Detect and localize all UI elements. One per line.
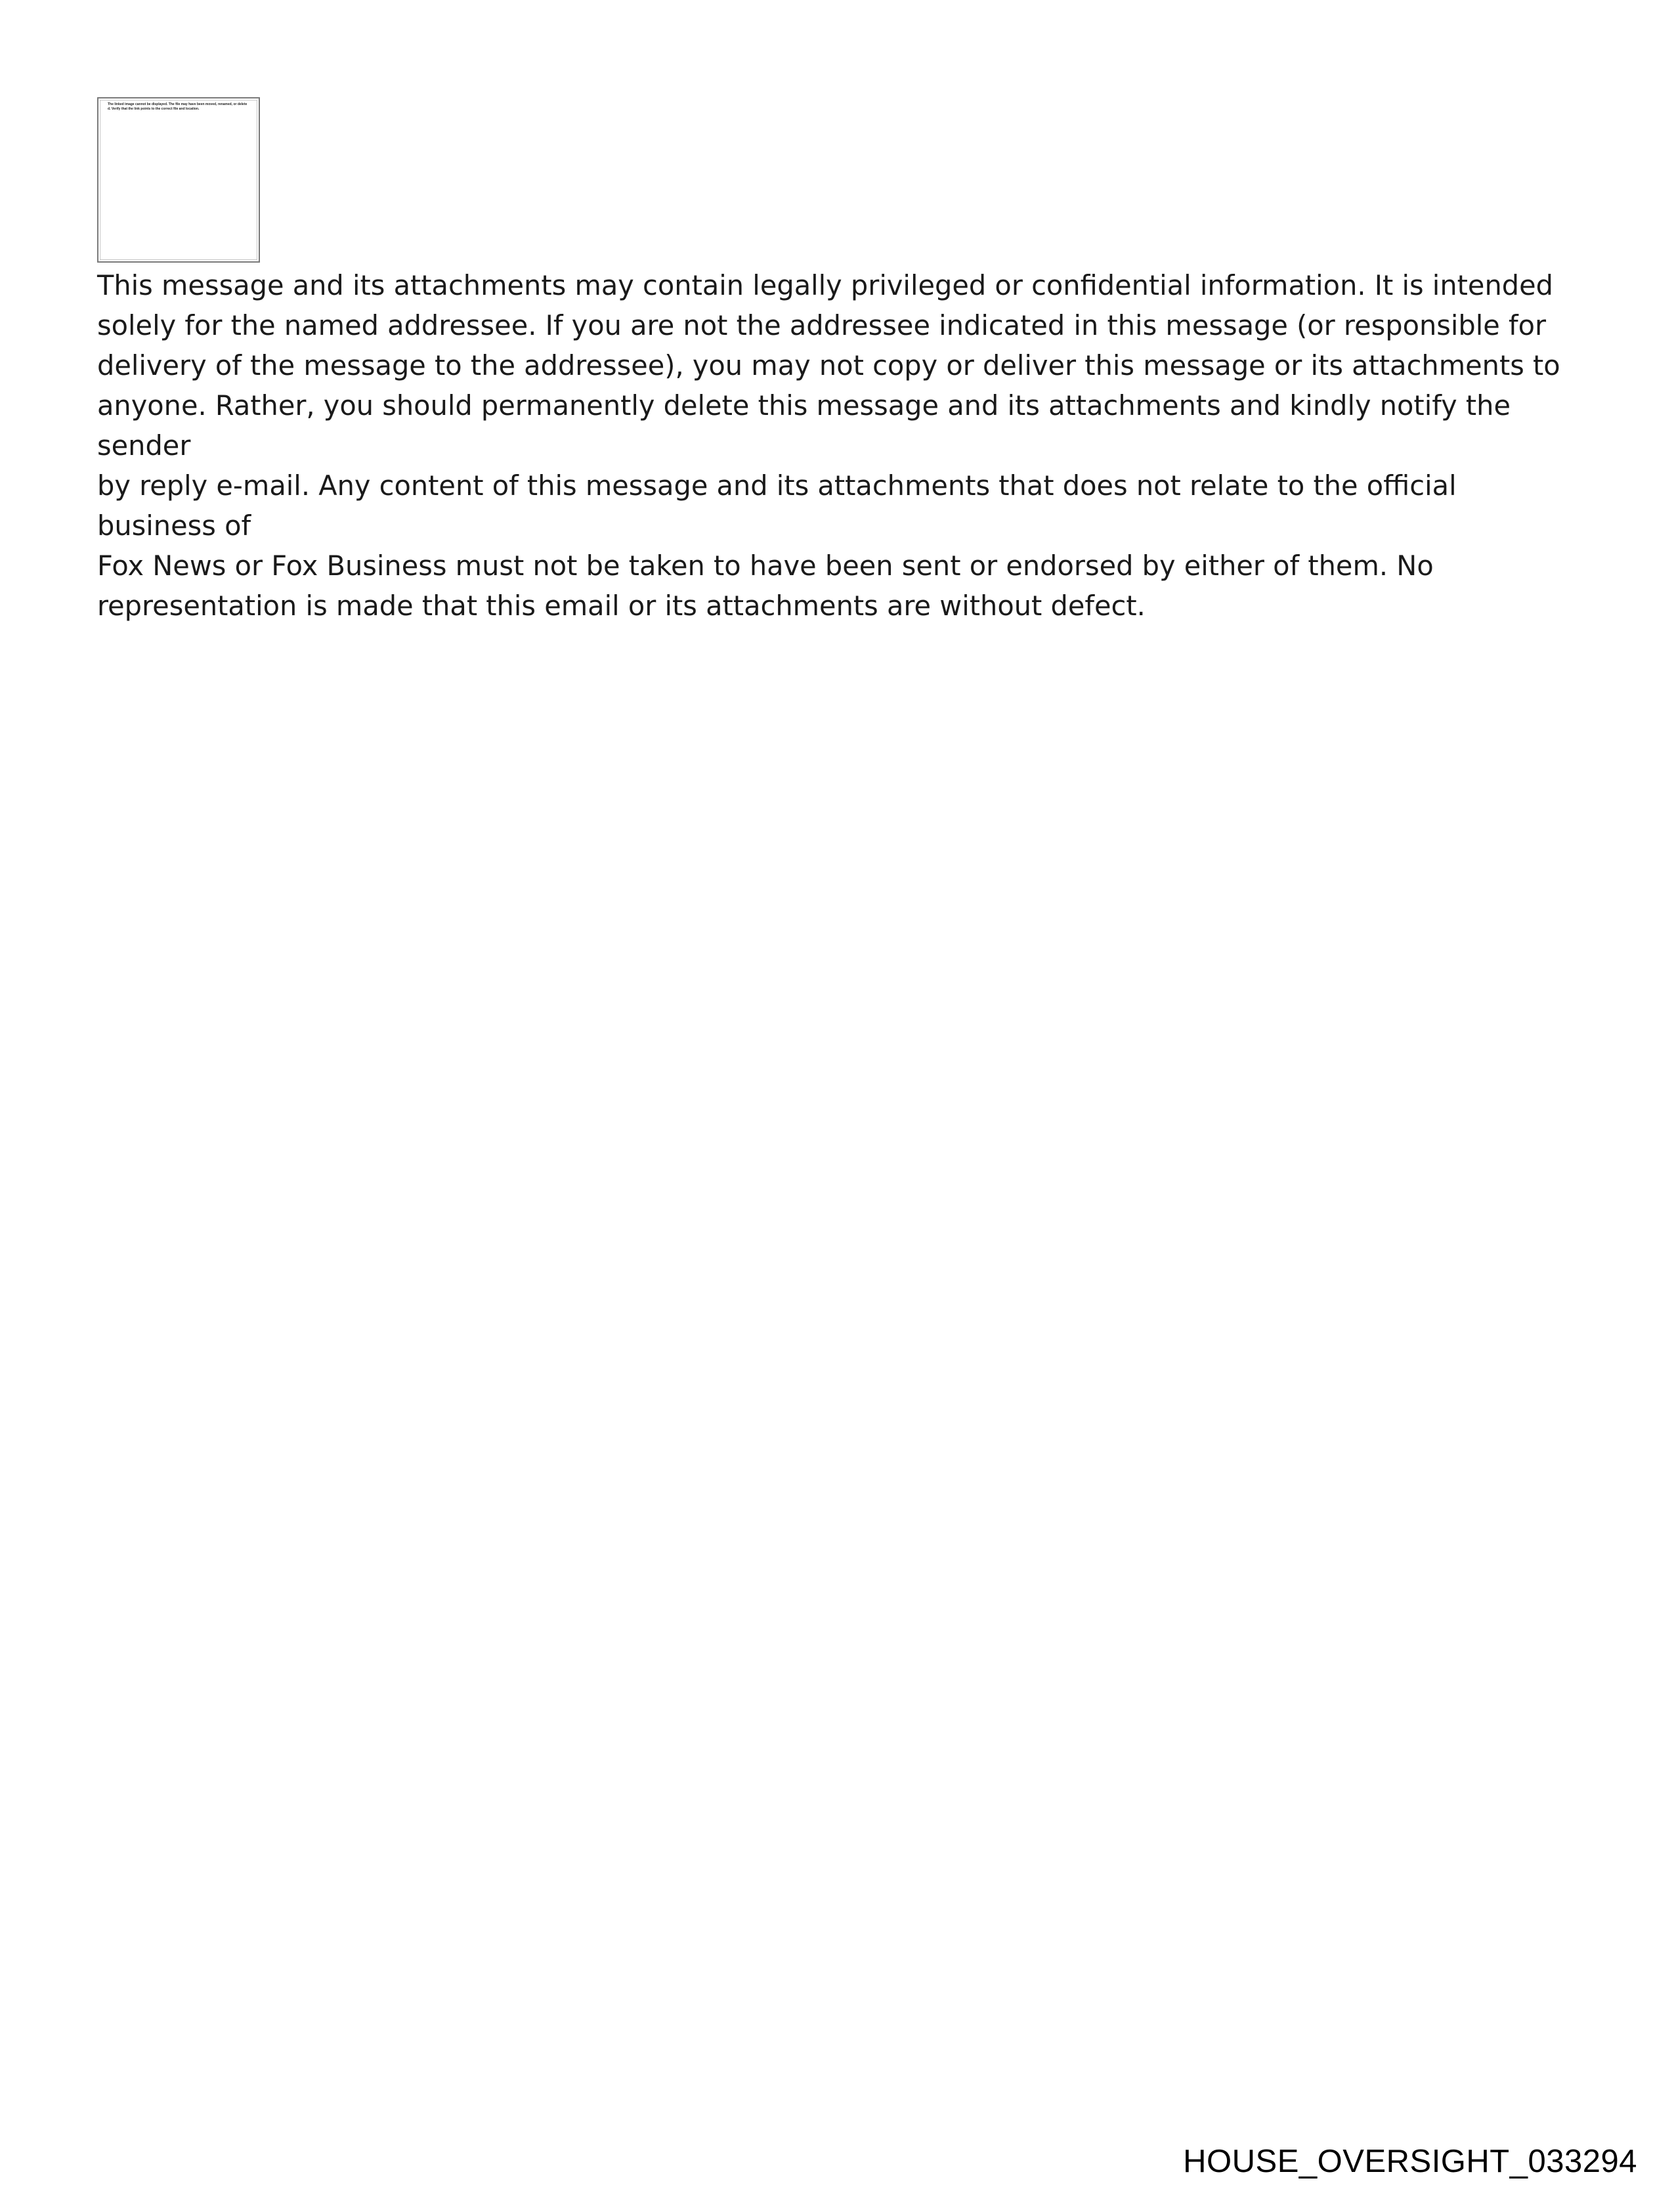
broken-image-placeholder [97, 97, 260, 263]
bates-number: HOUSE_OVERSIGHT_033294 [1183, 2144, 1637, 2179]
broken-image-frame [100, 100, 257, 260]
broken-image-caption: The linked image cannot be displayed. The file may have been moved, renamed, or deleted. Verify that the link points to the correct file and location. [108, 102, 247, 111]
confidentiality-disclaimer: This message and its attachments may contain legally privileged or confidential information. It is intended solely for the named addressee. If you are not the addressee indicated in this message (or responsible for delivery of the message to the addressee), you may not copy or deliver this message or its attachments to anyone. Rather, you should permanently delete this message and its attachments and kindly notify the sender by reply e-mail. Any content of this message and its attachments that does not relate to the official business of Fox News or Fox Business must not be taken to have been sent or endorsed by either of them. No representation is made that this email or its attachments are without defect. [97, 269, 1560, 622]
